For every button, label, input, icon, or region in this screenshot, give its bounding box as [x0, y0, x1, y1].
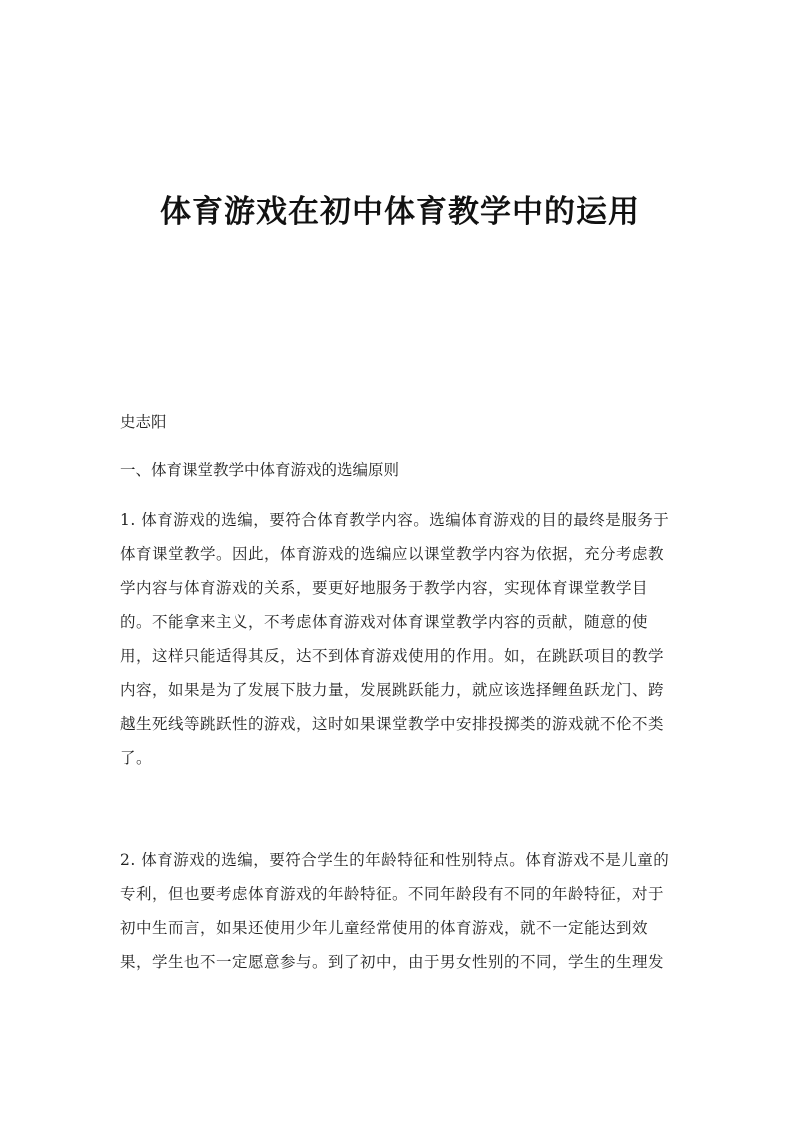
- paragraph-2: [120, 843, 680, 979]
- paragraph-line: 1. 体育游戏的选编，要符合体育教学内容。选编体育游戏的目的最终是服务于: [120, 511, 670, 529]
- paragraph-line: 专利，但也要考虑体育游戏的年龄特征。不同年龄段有不同的年龄特征，对于: [120, 885, 665, 903]
- paragraph-line: 的。不能拿来主义，不考虑体育游戏对体育课堂教学内容的贡献，随意的使: [120, 613, 649, 631]
- paragraph-line: 学内容与体育游戏的关系，要更好地服务于教学内容，实现体育课堂教学目: [120, 579, 649, 597]
- paragraph-line: 了。: [120, 749, 153, 767]
- paragraph-line: 果，学生也不一定愿意参与。到了初中，由于男女性别的不同，学生的生理发: [120, 953, 665, 971]
- section-heading: 一、体育课堂教学中体育游戏的选编原则: [120, 461, 400, 479]
- paragraph-line: 用，这样只能适得其反，达不到体育游戏使用的作用。如，在跳跃项目的教学: [120, 647, 665, 665]
- paragraph-line: 2. 体育游戏的选编，要符合学生的年龄特征和性别特点。体育游戏不是儿童的: [120, 851, 670, 869]
- paragraph-line: 越生死线等跳跃性的游戏，这时如果课堂教学中安排投掷类的游戏就不伦不类: [120, 715, 665, 733]
- author-name: 史志阳: [120, 413, 167, 431]
- document-title: 体育游戏在初中体育教学中的运用: [160, 194, 640, 230]
- paragraph-line: 体育课堂教学。因此，体育游戏的选编应以课堂教学内容为依据，充分考虑教: [120, 545, 665, 563]
- paragraph-1: [120, 503, 680, 775]
- paragraph-line: 内容，如果是为了发展下肢力量，发展跳跃能力，就应该选择鲤鱼跃龙门、跨: [120, 681, 665, 699]
- paragraph-line: 初中生而言，如果还使用少年儿童经常使用的体育游戏，就不一定能达到效: [120, 919, 649, 937]
